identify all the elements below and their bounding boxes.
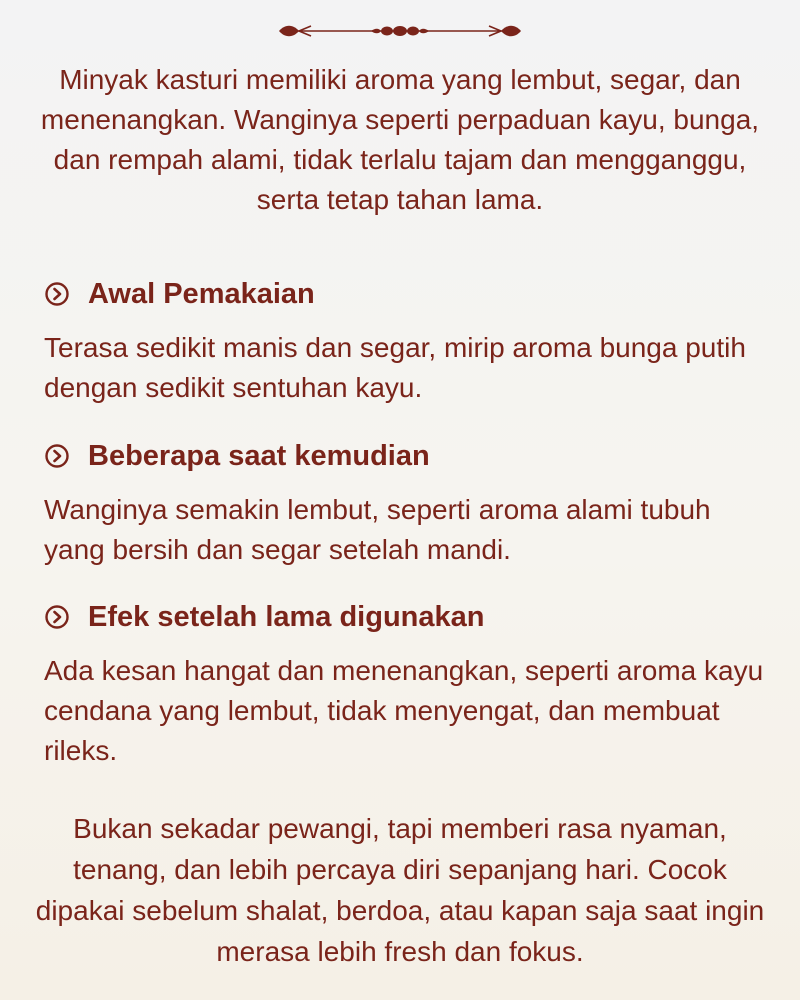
section-body: Ada kesan hangat dan menenangkan, seperti aroma kayu cendana yang lembut, tidak menyengat, dan membuat rileks. — [44, 655, 764, 766]
section-heading-beberapa-saat-kemudian — [44, 436, 430, 476]
section-heading-efek-setelah-lama-digunakan — [44, 597, 484, 637]
intro-paragraph: Minyak kasturi memiliki aroma yang lembut, segar, dan menenangkan. Wanginya seperti perpaduan kayu, bunga, dan rempah alami, tidak terlalu tajam dan mengganggu, serta tetap tahan lama. — [40, 64, 760, 215]
section-body: Terasa sedikit manis dan segar, mirip aroma bunga putih dengan sedikit sentuhan kayu. — [44, 332, 746, 403]
section-heading-awal-pemakaian — [44, 274, 315, 314]
closing-paragraph: Bukan sekadar pewangi, tapi memberi rasa nyaman, tenang, dan lebih percaya diri sepanjang hari. Cocok dipakai sebelum shalat, berdoa, atau kapan saja saat ingin merasa lebih fresh dan fokus. — [35, 813, 765, 967]
circled-chevron-right-icon — [44, 281, 70, 307]
section-title: Efek setelah lama digunakan — [88, 600, 485, 633]
section-body: Wanginya semakin lembut, seperti aroma alami tubuh yang bersih dan segar setelah mandi. — [44, 494, 711, 565]
circled-chevron-right-icon — [44, 604, 70, 630]
section-title: Beberapa saat kemudian — [88, 439, 430, 472]
section-title: Awal Pemakaian — [88, 277, 315, 310]
circled-chevron-right-icon — [44, 443, 70, 469]
ornamental-divider-icon — [275, 18, 525, 44]
